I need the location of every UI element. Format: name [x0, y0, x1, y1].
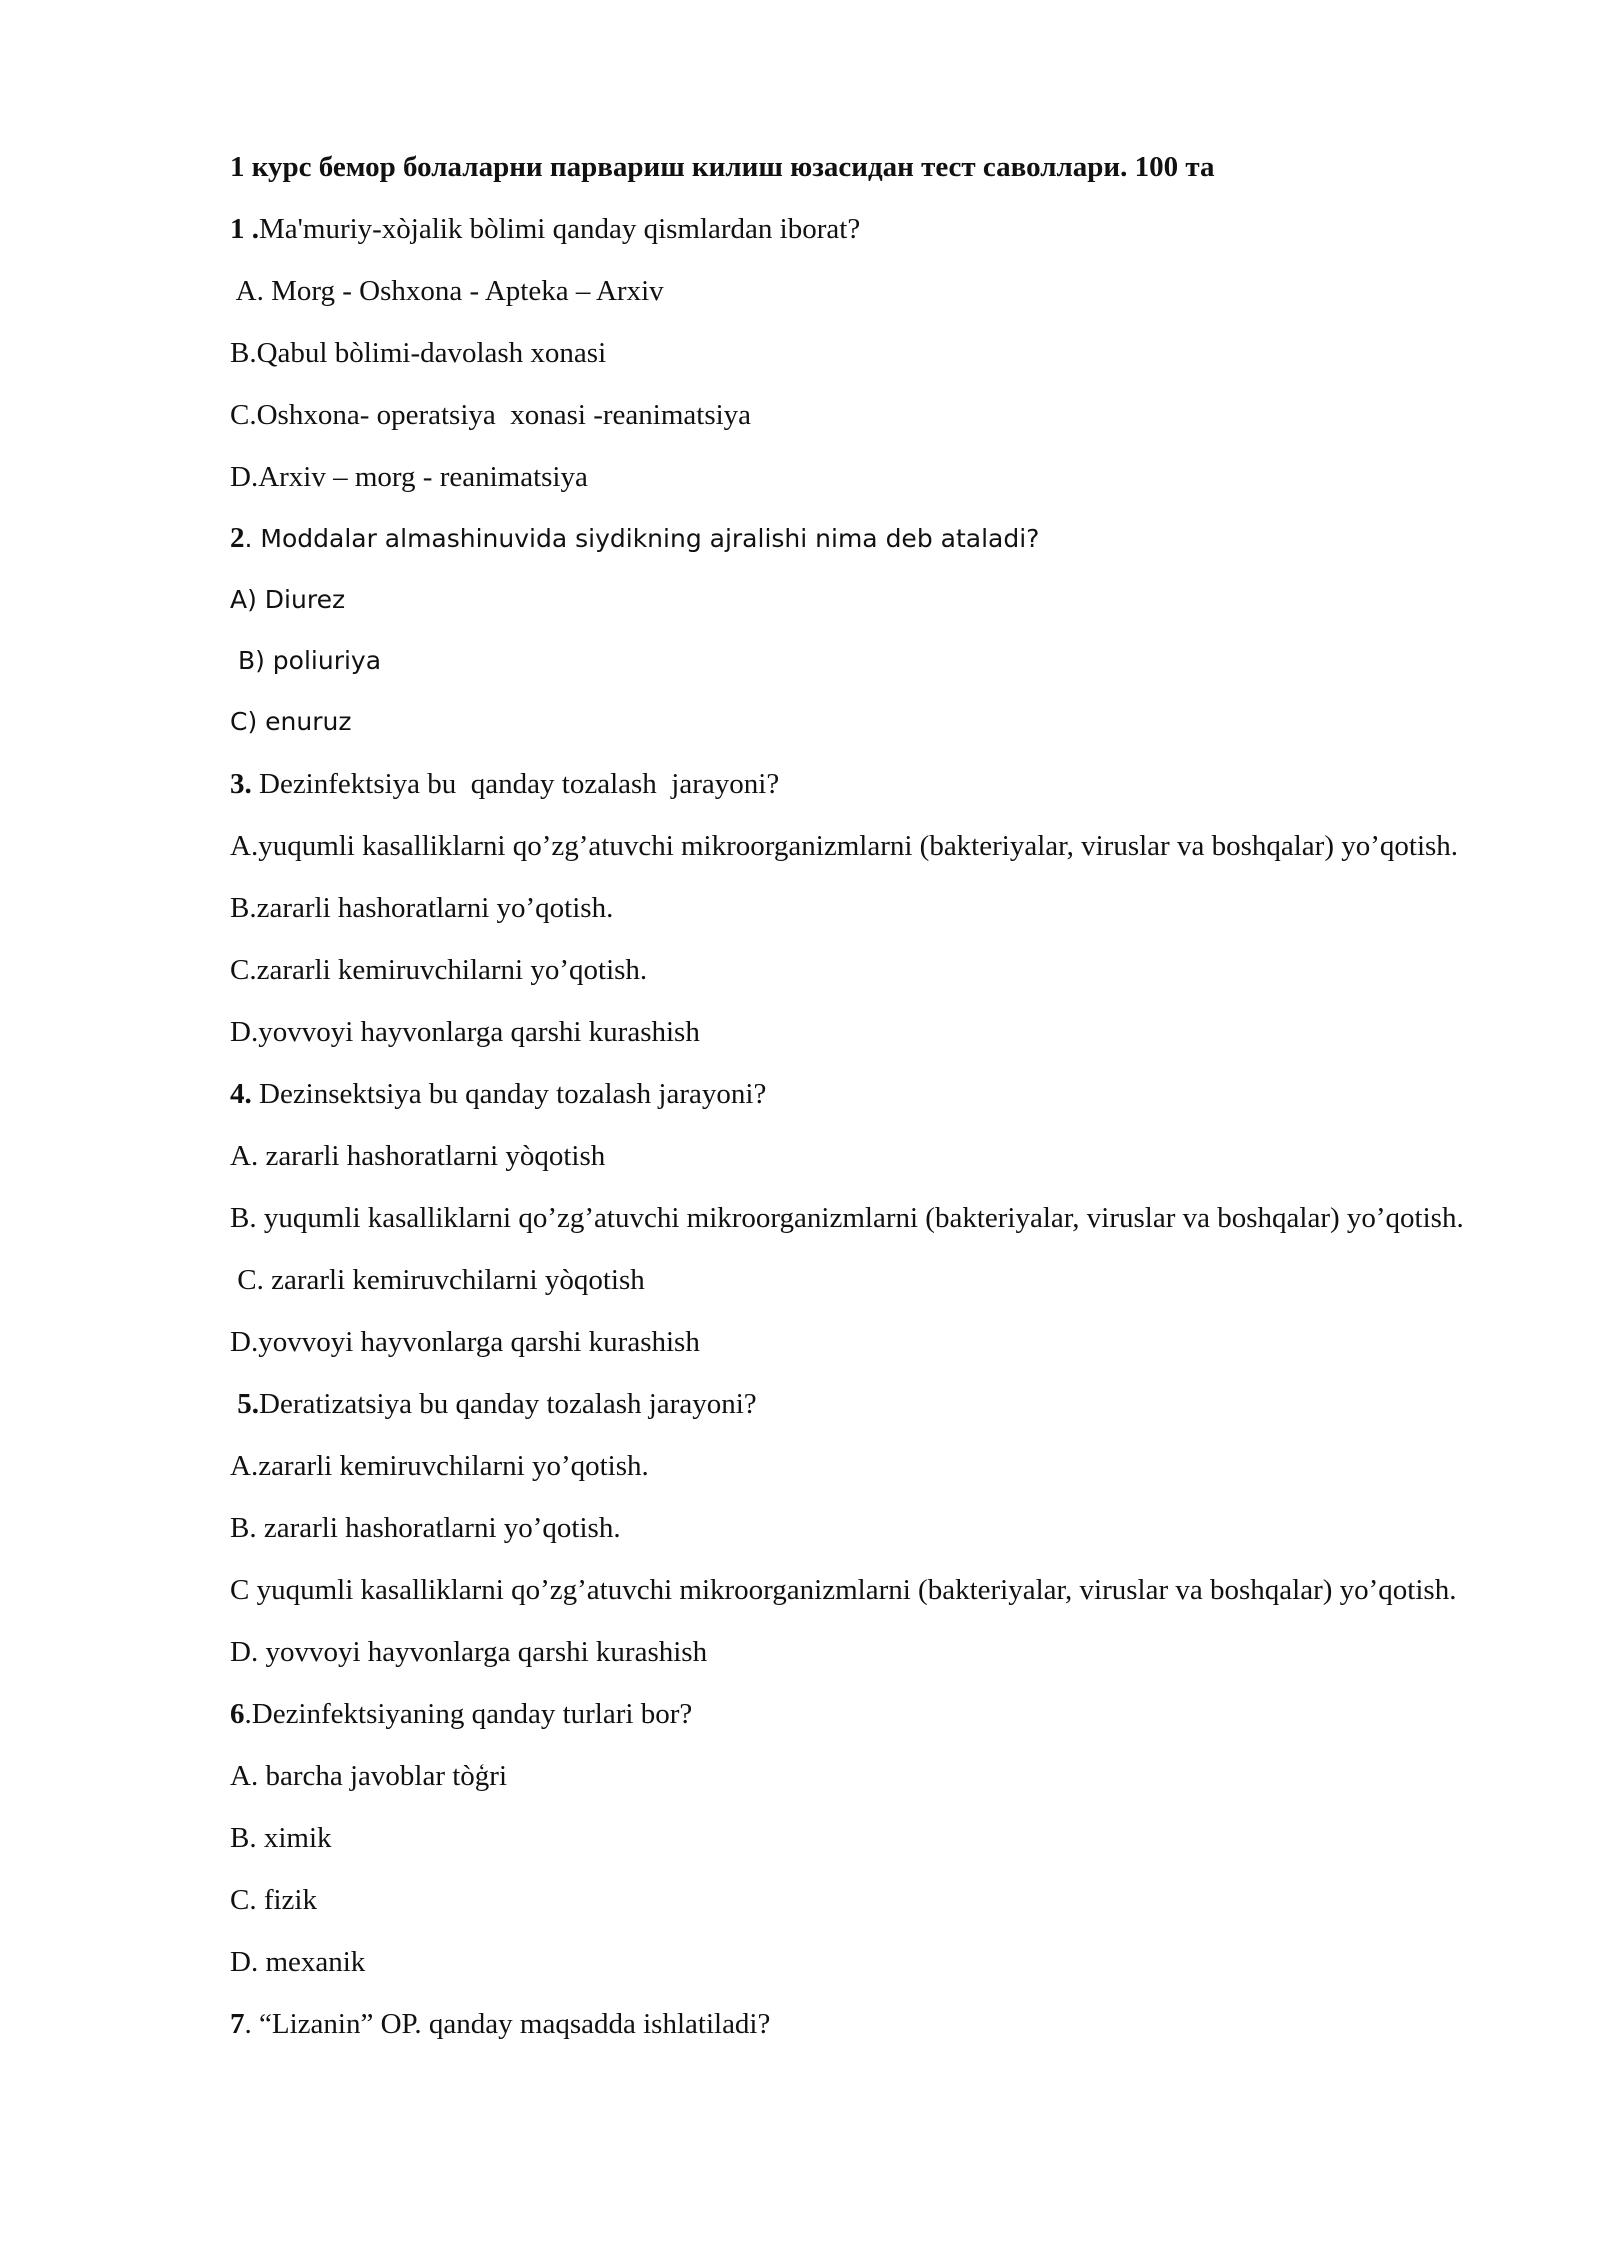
document-title: 1 курс бемор болаларни парвариш килиш юзасидан тест саволлари. 100 та	[230, 151, 1215, 183]
question-text: .Dezinfektsiyaning qanday turlari bor?	[244, 1698, 693, 1730]
option-c: C.zararli kemiruvchilarni yo’qotish.	[230, 954, 648, 986]
question-text: Ma'muriy-xòjalik bòlimi qanday qismlardan iborat?	[259, 213, 861, 245]
question-number: 3.	[230, 768, 252, 800]
option-d: D. yovvoyi hayvonlarga qarshi kurashish	[230, 1636, 708, 1668]
question-1	[230, 210, 1488, 248]
question-2	[230, 520, 1488, 557]
question-number: 1 .	[230, 213, 259, 245]
option-a: A. zararli hashoratlarni yòqotish	[230, 1140, 606, 1172]
option-d: D. mexanik	[230, 1946, 366, 1978]
question-text: . Moddalar almashinuvida siydikning ajralishi nima deb ataladi?	[244, 524, 1040, 553]
question-text: Dezinfektsiya bu qanday tozalash jarayoni?	[251, 768, 780, 800]
question-7	[230, 2005, 1488, 2043]
question-4	[230, 1075, 1488, 1113]
option-c: C. fizik	[230, 1884, 317, 1916]
option-b: B.zararli hashoratlarni yo’qotish.	[230, 892, 614, 924]
question-6	[230, 1695, 1488, 1733]
question-number: 2	[230, 522, 245, 554]
document-content	[230, 148, 1488, 2067]
option-a: A) Diurez	[230, 585, 346, 614]
option-d: D.yovvoyi hayvonlarga qarshi kurashish	[230, 1326, 700, 1358]
option-b: B) poliuriya	[230, 646, 382, 675]
option-c: C) enuruz	[230, 707, 352, 736]
question-text: Deratizatsiya bu qanday tozalash jarayoni?	[259, 1388, 757, 1420]
option-d: D.Arxiv – morg - reanimatsiya	[230, 461, 588, 493]
option-c: C.Oshxona- operatsiya xonasi -reanimatsiya	[230, 399, 752, 431]
question-text: Dezinsektsiya bu qanday tozalash jarayoni?	[251, 1078, 767, 1110]
option-b: B. yuqumli kasalliklarni qo’zg’atuvchi mikroorganizmlarni (bakteriyalar, viruslar va boshqalar) yo’qotish.	[230, 1202, 1464, 1234]
question-number: 5.	[230, 1388, 259, 1420]
option-a: A. barcha javoblar tòģri	[230, 1760, 508, 1792]
option-b: B. ximik	[230, 1822, 332, 1854]
question-number: 6	[230, 1698, 245, 1730]
option-a: A.zararli kemiruvchilarni yo’qotish.	[230, 1450, 649, 1482]
question-5	[230, 1385, 1488, 1423]
option-c: C. zararli kemiruvchilarni yòqotish	[230, 1264, 645, 1296]
question-text: . “Lizanin” OP. qanday maqsadda ishlatiladi?	[244, 2008, 771, 2040]
option-b: B.Qabul bòlimi-davolash xonasi	[230, 337, 607, 369]
question-number: 4.	[230, 1078, 252, 1110]
option-a: A.yuqumli kasalliklarni qo’zg’atuvchi mikroorganizmlarni (bakteriyalar, viruslar va boshqalar) yo’qotish.	[230, 830, 1459, 862]
option-d: D.yovvoyi hayvonlarga qarshi kurashish	[230, 1016, 700, 1048]
option-a: A. Morg - Oshxona - Apteka – Arxiv	[230, 275, 664, 307]
option-c: C yuqumli kasalliklarni qo’zg’atuvchi mikroorganizmlarni (bakteriyalar, viruslar va boshqalar) yo’qotish.	[230, 1574, 1457, 1606]
question-number: 7	[230, 2008, 245, 2040]
question-3	[230, 765, 1488, 803]
option-b: B. zararli hashoratlarni yo’qotish.	[230, 1512, 621, 1544]
